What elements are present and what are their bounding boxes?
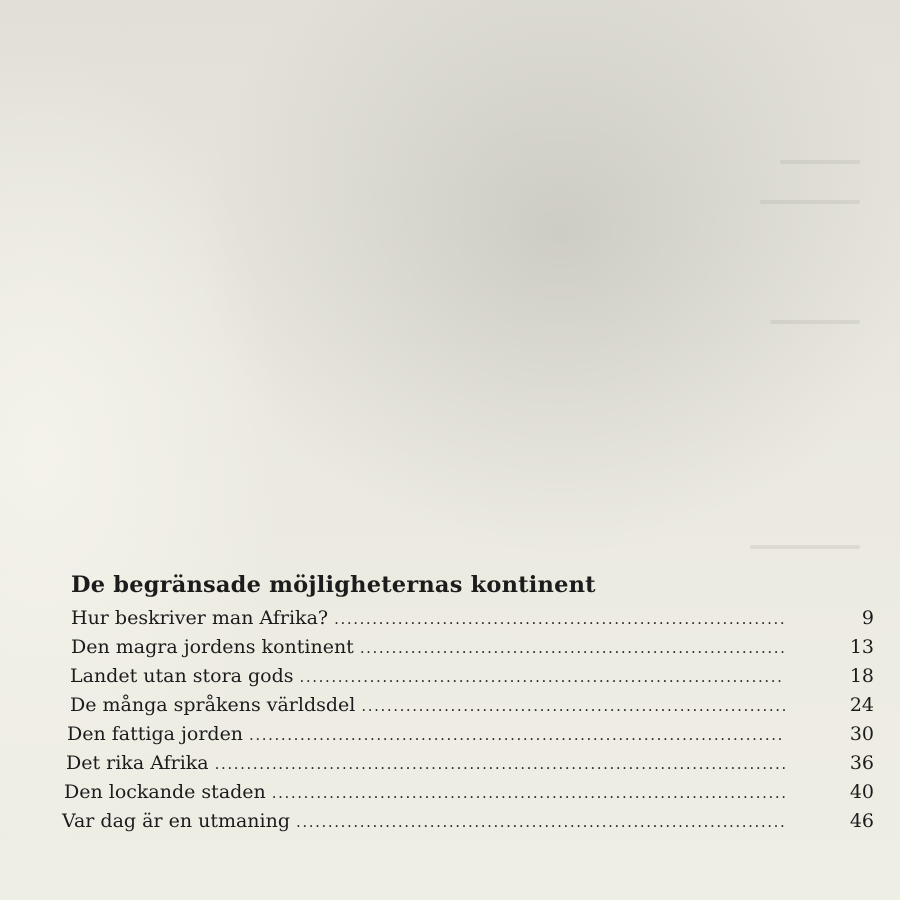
toc-entry-label: Var dag är en utmaning xyxy=(62,810,291,832)
dot-leader xyxy=(272,784,785,802)
show-through-mark xyxy=(750,545,860,549)
show-through-mark xyxy=(760,200,860,204)
dot-leader xyxy=(361,697,785,715)
table-of-contents xyxy=(62,572,874,839)
dot-leader xyxy=(249,726,785,744)
toc-entry-page-number: 30 xyxy=(849,723,874,745)
toc-entry-label: Det rika Afrika xyxy=(66,752,209,774)
toc-entry-list xyxy=(62,607,874,839)
toc-entry-label: Landet utan stora gods xyxy=(70,665,294,687)
toc-entry xyxy=(62,636,874,665)
toc-section-title: De begränsade möjligheternas kontinent xyxy=(71,572,596,598)
toc-entry-page-number: 13 xyxy=(849,636,874,658)
dot-leader xyxy=(334,610,785,628)
toc-entry-page-number: 24 xyxy=(849,694,874,716)
dot-leader xyxy=(300,668,785,686)
toc-entry xyxy=(62,723,874,752)
toc-entry xyxy=(62,752,874,781)
dot-leader xyxy=(360,639,785,657)
toc-entry xyxy=(62,665,874,694)
toc-entry xyxy=(62,607,874,636)
toc-entry-label: Den lockande staden xyxy=(64,781,266,803)
toc-entry-page-number: 36 xyxy=(849,752,874,774)
toc-entry-page-number: 46 xyxy=(849,810,874,832)
toc-entry xyxy=(62,810,874,839)
toc-entry-label: Hur beskriver man Afrika? xyxy=(71,607,329,629)
toc-entry xyxy=(62,694,874,723)
toc-entry-page-number: 9 xyxy=(861,607,874,629)
toc-entry-page-number: 18 xyxy=(849,665,874,687)
show-through-mark xyxy=(780,160,860,164)
dot-leader xyxy=(215,755,785,773)
toc-entry xyxy=(62,781,874,810)
show-through-mark xyxy=(770,320,860,324)
dot-leader xyxy=(296,813,785,831)
toc-entry-label: Den magra jordens kontinent xyxy=(71,636,354,658)
toc-entry-label: De många språkens världsdel xyxy=(70,694,356,716)
toc-entry-label: Den fattiga jorden xyxy=(67,723,244,745)
toc-entry-page-number: 40 xyxy=(849,781,874,803)
